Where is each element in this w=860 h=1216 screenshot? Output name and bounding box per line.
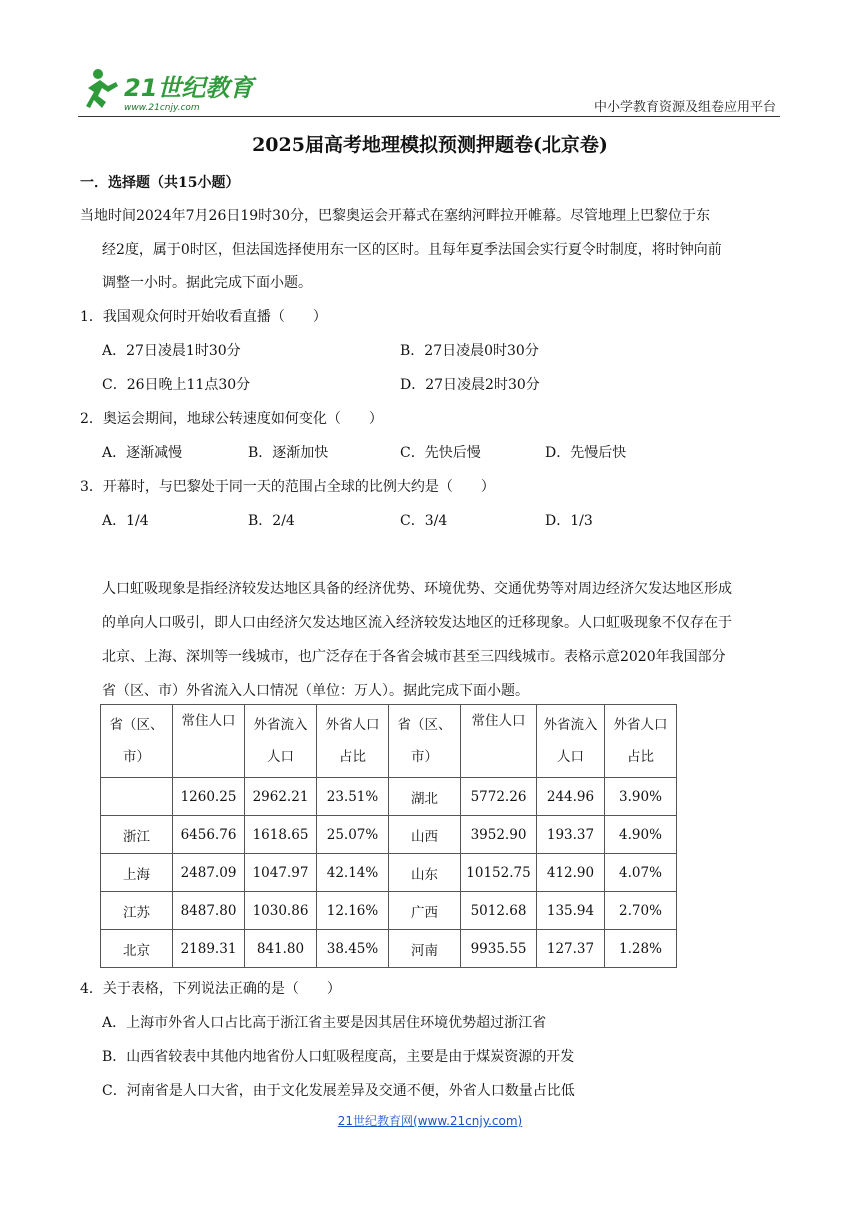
table-cell: 5012.68 [461, 892, 537, 930]
page-header [78, 62, 780, 118]
question-4-stem: 4．关于表格，下列说法正确的是（ ） [80, 981, 341, 997]
table-cell [101, 778, 173, 816]
table-cell: 2487.09 [173, 854, 245, 892]
header-resident-1: 常住人口 [173, 705, 245, 778]
question-2-stem: 2．奥运会期间，地球公转速度如何变化（ ） [80, 411, 383, 427]
page-title: 2025届高考地理模拟预测押题卷(北京卷) [252, 134, 608, 156]
table-cell: 2189.31 [173, 930, 245, 968]
table-cell: 38.45% [317, 930, 389, 968]
table-cell: 2962.21 [245, 778, 317, 816]
question-3-stem: 3．开幕时，与巴黎处于同一天的范围占全球的比例大约是（ ） [80, 479, 495, 495]
q3-option-a[interactable]: A．1/4 [102, 513, 149, 529]
passage2-line2: 的单向人口吸引，即人口由经济欠发达地区流入经济较发达地区的迁移现象。人口虹吸现象不仅存在于 [102, 615, 732, 631]
svg-text:www.21cnjy.com: www.21cnjy.com [124, 103, 200, 113]
table-cell: 6456.76 [173, 816, 245, 854]
table-cell: 25.07% [317, 816, 389, 854]
table-cell: 上海 [101, 854, 173, 892]
passage1-line1: 当地时间2024年7月26日19时30分，巴黎奥运会开幕式在塞纳河畔拉开帷幕。尽管地理上巴黎位于东 [80, 208, 710, 224]
platform-label: 中小学教育资源及组卷应用平台 [593, 100, 776, 115]
header-inflow-1: 外省流入 人口 [245, 705, 317, 778]
logo-21cnjy [78, 66, 258, 114]
footer-link[interactable]: 21世纪教育网(www.21cnjy.com) [337, 1114, 523, 1128]
table-cell: 北京 [101, 930, 173, 968]
table-cell: 5772.26 [461, 778, 537, 816]
table-row [101, 816, 677, 854]
table-cell: 841.80 [245, 930, 317, 968]
question-1-stem: 1．我国观众何时开始收看直播（ ） [80, 309, 327, 325]
table-row [101, 854, 677, 892]
table-cell: 23.51% [317, 778, 389, 816]
q2-option-d[interactable]: D．先慢后快 [545, 445, 627, 461]
q1-option-a[interactable]: A．27日凌晨1时30分 [102, 343, 241, 359]
q1-option-c[interactable]: C．26日晚上11点30分 [102, 377, 251, 393]
q4-option-a[interactable]: A．上海市外省人口占比高于浙江省主要是因其居住环境优势超过浙江省 [102, 1015, 547, 1031]
table-cell: 2.70% [605, 892, 677, 930]
table-cell: 1260.25 [173, 778, 245, 816]
table-cell: 244.96 [537, 778, 605, 816]
table-cell: 1047.97 [245, 854, 317, 892]
passage2-line4: 省（区、市）外省流入人口情况（单位：万人）。据此完成下面小题。 [102, 683, 529, 699]
table-cell: 8487.80 [173, 892, 245, 930]
q2-option-c[interactable]: C．先快后慢 [400, 445, 481, 461]
table-cell: 1030.86 [245, 892, 317, 930]
table-cell: 湖北 [389, 778, 461, 816]
q3-option-b[interactable]: B．2/4 [248, 513, 295, 529]
header-province-1: 省（区、 市） [101, 705, 173, 778]
header-share-1: 外省人口 占比 [317, 705, 389, 778]
table-cell: 广西 [389, 892, 461, 930]
passage1-line3: 调整一小时。据此完成下面小题。 [102, 275, 312, 291]
table-cell: 山西 [389, 816, 461, 854]
q1-option-d[interactable]: D．27日凌晨2时30分 [400, 377, 540, 393]
table-cell: 1.28% [605, 930, 677, 968]
table-cell: 3.90% [605, 778, 677, 816]
q1-option-b[interactable]: B．27日凌晨0时30分 [400, 343, 539, 359]
header-province-2: 省（区、 市） [389, 705, 461, 778]
q3-option-c[interactable]: C．3/4 [400, 513, 448, 529]
table-cell: 412.90 [537, 854, 605, 892]
passage1-line2: 经2度，属于0时区，但法国选择使用东一区的区时。且每年夏季法国会实行夏令时制度，将时钟向前 [102, 242, 722, 258]
table-cell: 42.14% [317, 854, 389, 892]
table-row [101, 930, 677, 968]
header-share-2: 外省人口 占比 [605, 705, 677, 778]
table-header-row [101, 705, 677, 778]
population-table [100, 704, 677, 968]
table-cell: 4.90% [605, 816, 677, 854]
table-cell: 4.07% [605, 854, 677, 892]
q2-option-a[interactable]: A．逐渐减慢 [102, 445, 183, 461]
table-row [101, 778, 677, 816]
table-cell: 河南 [389, 930, 461, 968]
table-cell: 127.37 [537, 930, 605, 968]
table-cell: 浙江 [101, 816, 173, 854]
q3-option-d[interactable]: D．1/3 [545, 513, 593, 529]
header-resident-2: 常住人口 [461, 705, 537, 778]
table-cell: 193.37 [537, 816, 605, 854]
table-cell: 9935.55 [461, 930, 537, 968]
table-cell: 10152.75 [461, 854, 537, 892]
table-cell: 12.16% [317, 892, 389, 930]
table-cell: 山东 [389, 854, 461, 892]
table-cell: 135.94 [537, 892, 605, 930]
q4-option-c[interactable]: C．河南省是人口大省，由于文化发展差异及交通不便，外省人口数量占比低 [102, 1083, 575, 1099]
q4-option-b[interactable]: B．山西省较表中其他内地省份人口虹吸程度高，主要是由于煤炭资源的开发 [102, 1049, 575, 1065]
section-heading: 一．选择题（共15小题） [80, 175, 240, 191]
table-row [101, 892, 677, 930]
table-cell: 江苏 [101, 892, 173, 930]
svg-text:21世纪教育: 21世纪教育 [124, 74, 254, 102]
header-inflow-2: 外省流入 人口 [537, 705, 605, 778]
table-cell: 3952.90 [461, 816, 537, 854]
header-divider [78, 116, 780, 117]
table-cell: 1618.65 [245, 816, 317, 854]
passage2-line3: 北京、上海、深圳等一线城市，也广泛存在于各省会城市甚至三四线城市。表格示意2020年我国部分 [102, 649, 726, 665]
q2-option-b[interactable]: B．逐渐加快 [248, 445, 329, 461]
passage2-line1: 人口虹吸现象是指经济较发达地区具备的经济优势、环境优势、交通优势等对周边经济欠发达地区形成 [102, 581, 732, 597]
